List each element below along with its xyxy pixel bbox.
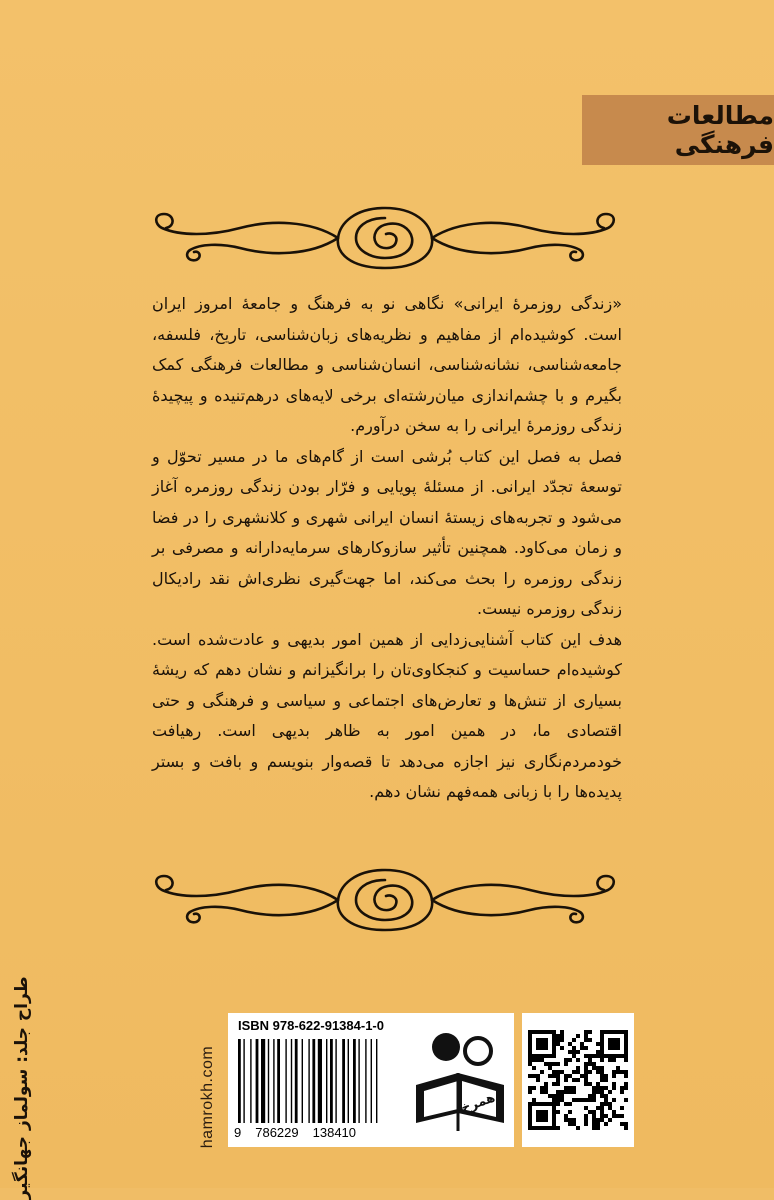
series-label bbox=[582, 95, 774, 165]
website-text: hamrokh.com bbox=[199, 1045, 216, 1149]
isbn-label: ISBN 978-622-91384-1-0 bbox=[238, 1018, 384, 1033]
back-cover-blurb bbox=[152, 289, 622, 808]
barcode-icon bbox=[238, 1039, 398, 1125]
designer-credit-text: طراح جلد: سولماز جهانگیر bbox=[12, 976, 32, 1200]
top-ornament-divider-icon bbox=[150, 198, 620, 278]
barcode-digit-group: 786229 bbox=[255, 1125, 299, 1140]
qr-code-icon bbox=[522, 1013, 634, 1147]
barcode-digits bbox=[234, 1125, 404, 1140]
publisher-logo bbox=[408, 1013, 514, 1147]
barcode-digit-group: 9 bbox=[234, 1125, 242, 1140]
publisher-logo-icon bbox=[408, 1013, 514, 1147]
barcode-digit-group: 138410 bbox=[312, 1125, 357, 1140]
qr-code bbox=[522, 1013, 634, 1147]
isbn-barcode bbox=[228, 1013, 408, 1147]
publisher-website bbox=[193, 1012, 223, 1182]
blurb-paragraph: فصل به فصل این کتاب بُرشی است از گام‌های ما در مسیر تحوّل و توسعهٔ تجدّد ایرانی. از مسئلهٔ پویایی و فرّار بودن زندگی روزمره آغاز می‌شود و تجربه‌های زیستهٔ انسان ایرانی شهری و کلانشهری را در فضا و زمان می‌کاود. همچنین تأثیر سازوکارهای سرمایه‌دارانه و مصرفی بر زندگی روزمره را بحث می‌کند، اما جهت‌گیری نظری‌اش نقد رادیکال زندگی روزمره نیست. bbox=[152, 446, 622, 618]
blurb-paragraph: هدف این کتاب آشنایی‌زدایی از همین امور بدیهی و عادت‌شده است. کوشیده‌ام حساسیت و کنجکاوی‌تان را برانگیزانم و نشان دهم که ریشهٔ بسیاری از تنش‌ها و تعارض‌های اجتماعی و سیاسی و فرهنگی و حتی اقتصادی ما، در همین امور به ظاهر بدیهی است. رهیافت خودمردم‌نگاری نیز اجازه می‌دهد تا قصه‌وار بنویسم و بافت و بستر پدیده‌ها را با زبانی همه‌فهم نشان دهم. bbox=[152, 629, 622, 801]
cover-designer-credit bbox=[6, 976, 38, 1200]
series-label-text: مطالعات فرهنگی bbox=[666, 101, 774, 159]
publisher-logo-text: همرخ bbox=[459, 1090, 498, 1117]
blurb-paragraph: «زندگی روزمرهٔ ایرانی» نگاهی نو به فرهنگ و جامعهٔ امروز ایران است. کوشیده‌ام از مفاهیم و نظریه‌های زبان‌شناسی، تاریخ، فلسفه، جامعه‌شناسی، نشانه‌شناسی، انسان‌شناسی و مطالعات فرهنگی کمک بگیرم و با چشم‌اندازی میان‌رشته‌ای برخی لایه‌های درهم‌تنیده و پیچیدهٔ زندگی روزمرهٔ ایرانی را به سخن درآورم. bbox=[152, 294, 622, 435]
bottom-ornament-divider-icon bbox=[150, 860, 620, 940]
